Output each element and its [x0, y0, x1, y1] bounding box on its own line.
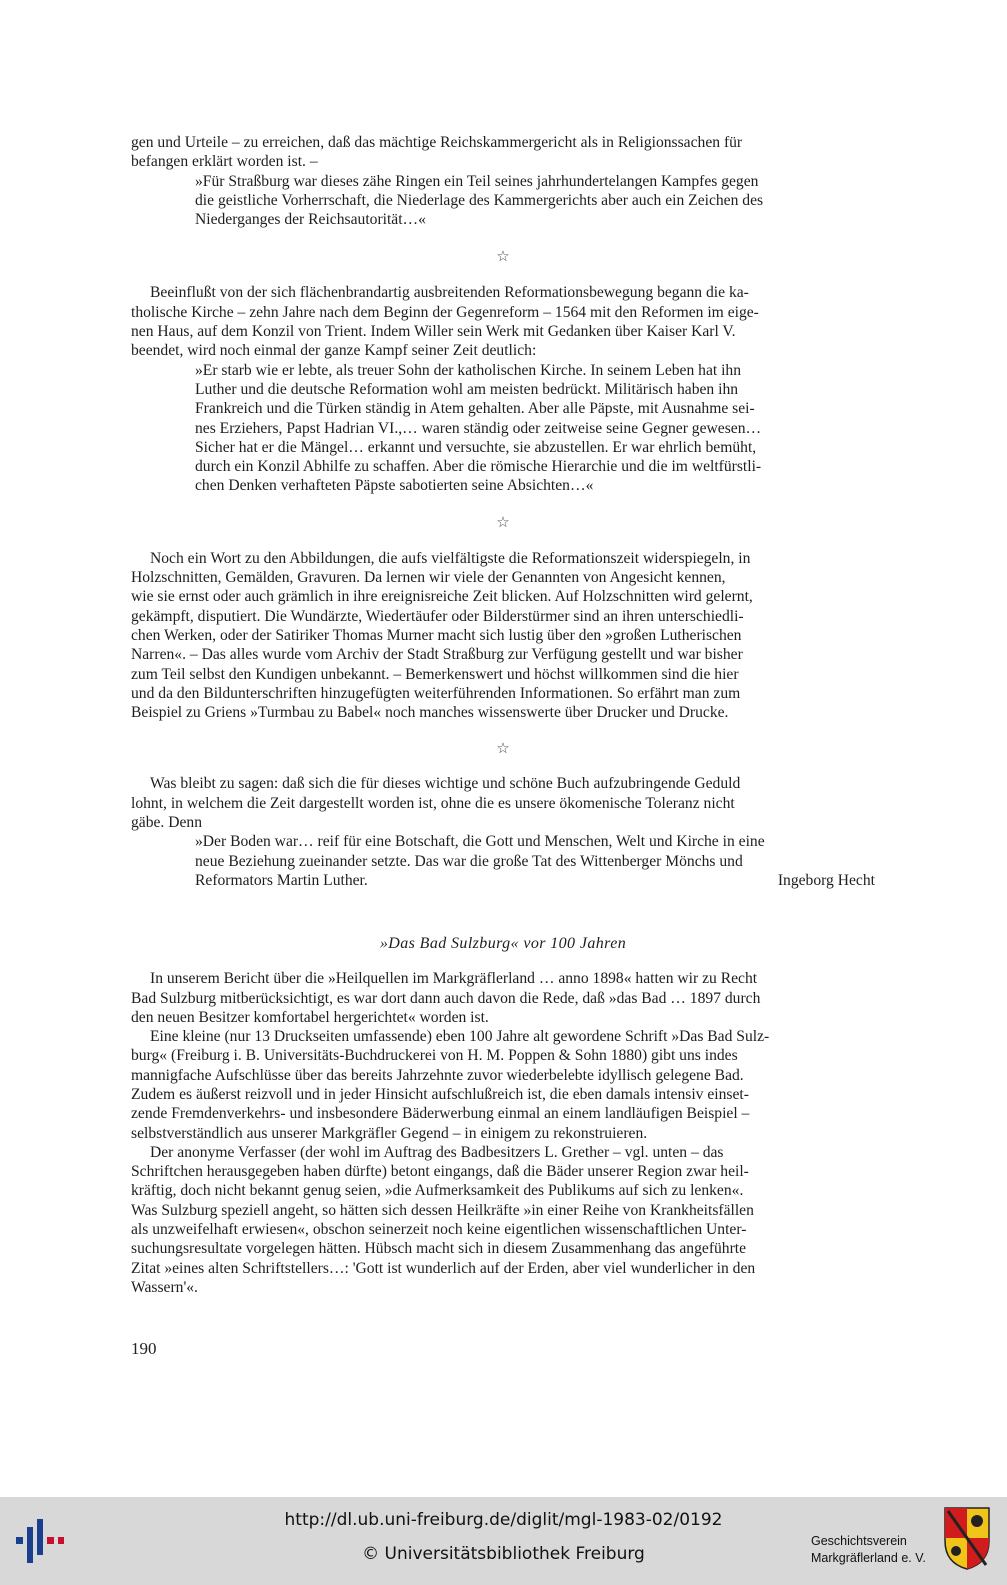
sulzburg-paragraph-2 — [131, 1027, 875, 1143]
text-line: Der anonyme Verfasser (der wohl im Auftrag des Badbesitzers L. Grether – vgl. unten – das — [150, 1143, 724, 1161]
text-line: gäbe. Denn — [131, 814, 203, 832]
text-line: suchungsresultate vorgelegen hätten. Hübsch macht sich in diesem Zusammenhang das angeführte — [131, 1240, 747, 1258]
text-line: Zudem es äußerst reizvoll und in jeder Hinsicht aufschlußreich ist, die eben damals intensiv einset- — [131, 1085, 749, 1103]
separator-star-icon: ☆ — [496, 739, 510, 758]
sulzburg-paragraph-1 — [131, 969, 875, 1027]
quote-line: durch ein Konzil Abhilfe zu schaffen. Aber die römische Hierarchie und die im weltfürstli- — [195, 458, 762, 476]
quote-luther — [195, 832, 875, 890]
text-line: Holzschnitten, Gemälden, Gravuren. Da lernen wir viele der Genannten von Angesicht kennen, — [131, 569, 726, 587]
separator-star-icon: ☆ — [496, 512, 510, 531]
text-line: lohnt, in welchem die Zeit dargestellt worden ist, ohne die es unsere ökomenische Toleranz nicht — [131, 794, 735, 812]
quote-line: Sicher hat er die Mängel… erkannt und versuchte, sie abzustellen. Er war ehrlich bemüht, — [195, 438, 757, 456]
text-line: gen und Urteile – zu erreichen, daß das mächtige Reichskammergericht als in Religionssachen für — [131, 134, 743, 151]
sulzburg-paragraph-3 — [131, 1143, 875, 1297]
text-line: den neuen Besitzer komfortabel hergerichtet« worden ist. — [131, 1008, 489, 1026]
section-heading: »Das Bad Sulzburg« vor 100 Jahren — [379, 935, 627, 953]
text-line: Bad Sulzburg mitberücksichtigt, es war dort dann auch davon die Rede, daß »das Bad … 1897 durch — [131, 989, 761, 1007]
text-line: selbstverständlich aus unserer Markgräfler Gegend – in einigem zu rekonstruieren. — [131, 1124, 648, 1142]
quote-line: »Für Straßburg war dieses zähe Ringen ein Teil seines jahrhundertelangen Kampfes gegen — [195, 172, 759, 190]
quote-line: neue Beziehung zueinander setzte. Das war die große Tat des Wittenberger Mönchs und — [195, 852, 743, 870]
text-line: Beispiel zu Griens »Turmbau zu Babel« noch manches wissenswerte über Drucker und Drucke. — [131, 704, 729, 722]
markgraeflerland-crest-icon — [942, 1505, 992, 1571]
text-line: Eine kleine (nur 13 Druckseiten umfassende) eben 100 Jahre alt gewordene Schrift »Das Bad Sulz- — [150, 1028, 770, 1046]
text-line: gekämpft, disputiert. Die Wundärzte, Wiedertäufer oder Bilderstürmer sind an ihren unterschiedli- — [131, 607, 744, 625]
text-line: nen Haus, auf dem Konzil von Trient. Indem Willer sein Werk mit Gedanken über Kaiser Karl V. — [131, 323, 736, 341]
reformation-paragraph — [131, 283, 875, 360]
text-line: burg« (Freiburg i. B. Universitäts-Buchdruckerei von H. M. Poppen & Sohn 1880) gibt uns indes — [131, 1047, 738, 1065]
footer-bar — [0, 1497, 1007, 1585]
quote-line: »Der Boden war… reif für eine Botschaft, die Gott und Menschen, Welt und Kirche in eine — [195, 833, 765, 851]
quote-line: Luther und die deutsche Reformation wohl am meisten bedrückt. Militärisch haben ihn — [195, 380, 739, 398]
text-line: kräftig, doch nicht bekannt genug seien, »die Aufmerksamkeit des Publikums auf sich zu lenken«. — [131, 1182, 744, 1200]
text-line: tholische Kirche – zehn Jahre nach dem Beginn der Gegenreform – 1564 mit den Reformen im eige- — [131, 303, 759, 321]
illustrations-paragraph — [131, 549, 875, 723]
text-line: mannigfache Aufschlüsse über das bereits Jahrzehnte zuvor wiederbelebte idyllisch gelegene Bad. — [131, 1066, 744, 1084]
text-line: chen Werken, oder der Satiriker Thomas Murner macht sich lustig über den »großen Lutherischen — [131, 626, 742, 644]
closing-paragraph — [131, 774, 875, 832]
text-line: Schriftchen herausgegeben haben dürfte) betont eingangs, daß die Bäder unserer Region zwar heil- — [131, 1163, 749, 1181]
separator-star-icon: ☆ — [496, 247, 510, 266]
quote-strassburg — [195, 172, 875, 230]
quote-line: Reformators Martin Luther. — [195, 871, 368, 889]
review-author: Ingeborg Hecht — [777, 871, 875, 889]
text-line: und da den Bildunterschriften hinzugefügten weiterführenden Informationen. So erfährt man zum — [131, 684, 741, 702]
text-line: wie sie ernst oder auch grämlich in ihre ereignisreiche Zeit blicken. Auf Holzschnitten wird gelernt, — [131, 588, 753, 606]
page-number: 190 — [131, 1339, 157, 1358]
quote-line: Frankreich und die Türken ständig in Atem gehalten. Aber alle Päpste, mit Ausnahme sei- — [195, 400, 755, 418]
quote-last-line — [195, 871, 875, 890]
text-line: als unzweifelhaft erwiesen«, obschon seinerzeit noch keine eigentlichen wissenschaftlichen Unter- — [131, 1221, 747, 1239]
text-line: Noch ein Wort zu den Abbildungen, die aufs vielfältigste die Reformationszeit widerspiegeln, in — [150, 549, 751, 567]
text-line: beendet, wird noch einmal der ganze Kampf seiner Zeit deutlich: — [131, 342, 537, 360]
text-line: zum Teil selbst den Kundigen unbekannt. – Bemerkenswert und höchst willkommen sind die hier — [131, 665, 739, 683]
quote-line: »Er starb wie er lebte, als treuer Sohn der katholischen Kirche. In seinem Leben hat ihn — [195, 361, 742, 379]
footer-copyright: © Universitätsbibliothek Freiburg — [362, 1544, 645, 1564]
text-line: Narren«. – Das alles wurde vom Archiv der Stadt Straßburg zur Verfügung gestellt und war bisher — [131, 646, 743, 664]
quote-karl-v — [195, 361, 875, 496]
text-line: befangen erklärt worden ist. – — [131, 153, 318, 171]
text-line: Beeinflußt von der sich flächenbrandartig ausbreitenden Reformationsbewegung begann die ka- — [150, 284, 749, 302]
quote-line: die geistliche Vorherrschaft, die Niederlage des Kammergerichts aber auch ein Zeichen des — [195, 191, 764, 209]
text-line: Was Sulzburg speziell angeht, so hätten sich dessen Heilkräfte »in einer Reihe von Krankheitsfällen — [131, 1201, 754, 1219]
text-line: Was bleibt zu sagen: daß sich die für dieses wichtige und schöne Buch aufzubringende Geduld — [150, 775, 741, 793]
society-name-line: Geschichtsverein — [811, 1534, 907, 1548]
quote-line: Niederganges der Reichsautorität…« — [195, 211, 426, 229]
quote-line: nes Erziehers, Papst Hadrian VI.,… waren ständig oder zeitweise seine Gegner gewesen… — [195, 419, 762, 437]
page-body — [131, 133, 875, 1297]
quote-line: chen Denken verhafteten Päpste sabotierten seine Absichten…« — [195, 477, 594, 495]
text-line: zende Fremdenverkehrs- und insbesondere Bäderwerbung einmal an einem landläufigen Beispiel – — [131, 1105, 750, 1123]
text-line: Wassern'«. — [131, 1278, 198, 1296]
footer-society — [811, 1533, 926, 1567]
footer-url-link[interactable]: http://dl.ub.uni-freiburg.de/diglit/mgl-1983-02/0192 — [284, 1510, 723, 1530]
society-name-line: Markgräflerland e. V. — [811, 1551, 926, 1565]
text-line: In unserem Bericht über die »Heilquellen im Markgräflerland … anno 1898« hatten wir zu Recht — [150, 970, 758, 988]
text-line: Zitat »eines alten Schriftstellers…: 'Gott ist wunderlich auf der Erden, aber viel wunderlicher in den — [131, 1259, 756, 1277]
intro-paragraph — [131, 133, 875, 172]
